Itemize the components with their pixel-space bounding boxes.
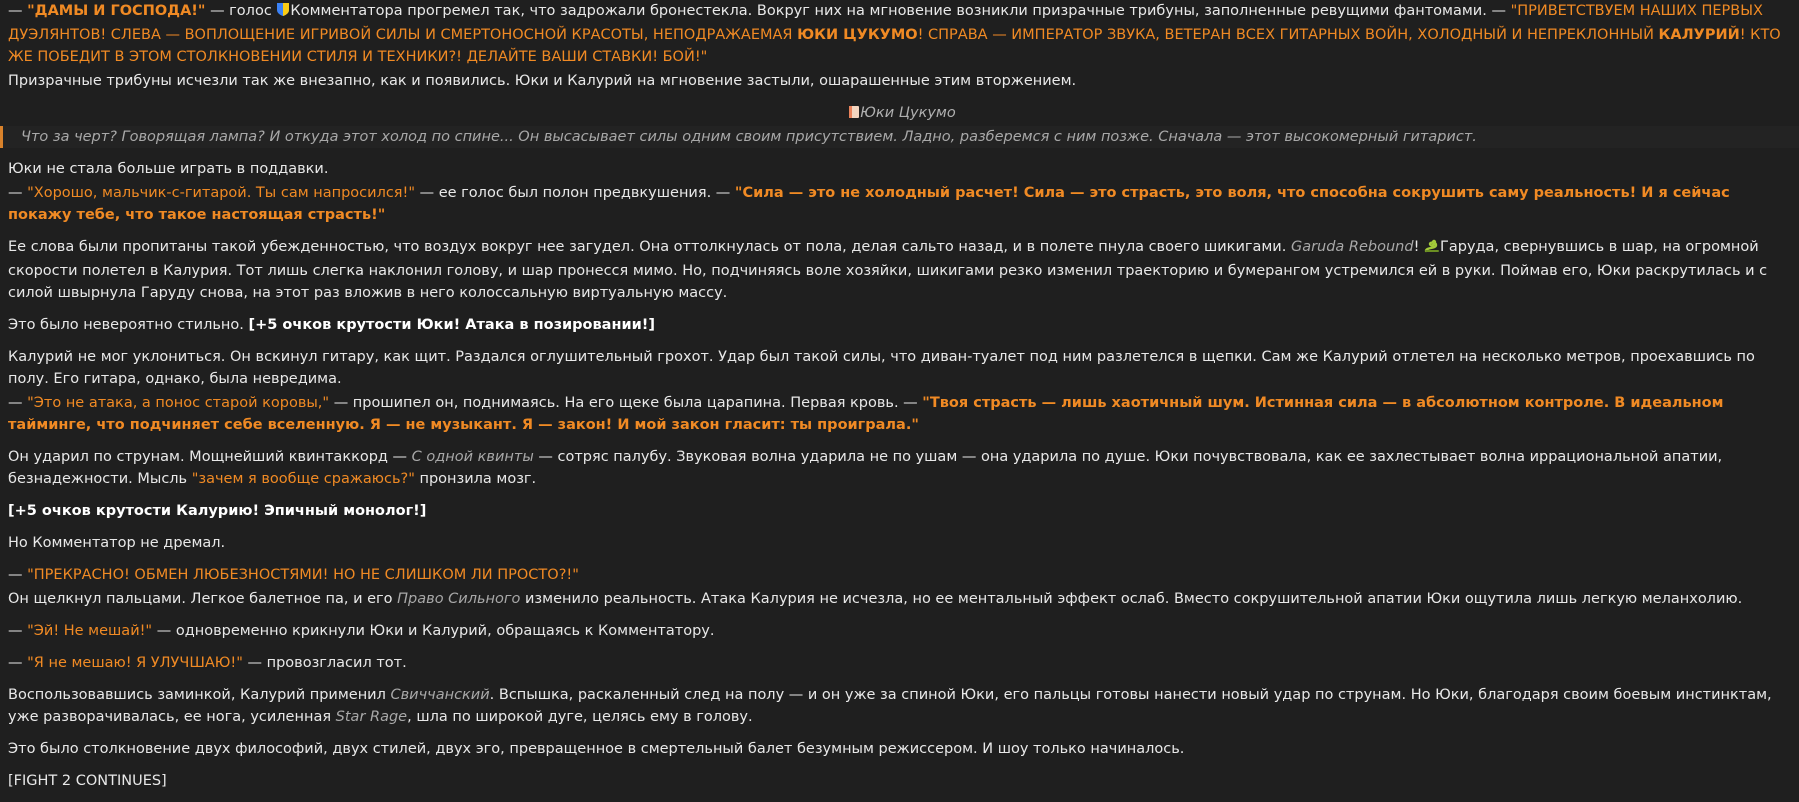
yuki-quote: "Хорошо, мальчик-с-гитарой. Ты сам напросился!" [27,185,416,201]
announcer-speech: "ПРИВЕТСТВУЕМ НАШИХ ПЕРВЫХ ДУЭЛЯНТОВ! СЛЕВА — ВОПЛОЩЕНИЕ ИГРИВОЙ СИЛЫ И СМЕРТОНОСНОЙ КРАСОТЫ, НЕПОДРАЖАЕМАЯ [8,3,1763,43]
narration: Комментатора прогремел так, что задрожали бронестекла. Вокруг них на мгновение возникли призрачные трибуны, заполненные ревущими фантомами. — [290,3,1511,19]
skill-name: Star Rage [335,709,408,725]
narration: — ее голос был полон предвкушения. — [415,185,735,201]
skill-name: Право Сильного [397,591,521,607]
bonus-badge: [+5 очков крутости Калурию! Эпичный монолог!] [8,503,427,519]
thought-quote-inline: "зачем я вообще сражаюсь?" [191,471,415,487]
paragraph-yuki-speech [8,182,1796,226]
paragraph-improve [8,652,1796,674]
skill-name: Garuda Rebound [1290,239,1414,255]
narration: ! [1413,239,1425,255]
paragraph-announcer [8,0,1796,68]
narration: . Вспышка, раскаленный след на полу — и он уже за спиной Юки, его пальцы готовы нанести новый удар по струнам. Но Юки, благодаря своим боевым инстинктам, уже разворачивалась, ее нога, усиленная [8,687,1772,725]
narration: — провозгласил тот. [242,655,407,671]
paragraph-kaluriy-speech [8,392,1796,436]
paragraph-garuda [8,236,1796,304]
paragraph: Юки не стала больше играть в поддавки. [8,161,329,177]
narration: — голос [205,3,277,19]
announcer-speech: ! СПРАВА — ИМПЕРАТОР ЗВУКА, ВЕТЕРАН ВСЕХ ГИТАРНЫХ ВОЙН, ХОЛОДНЫЙ И НЕПРЕКЛОННЫЙ [917,27,1659,43]
fight-status: [FIGHT 2 CONTINUES] [8,773,167,789]
narration: изменило реальность. Атака Калурия не исчезла, но ее ментальный эффект ослаб. Вместо сокрушительной апатии Юки ощутила лишь легкую меланхолию. [520,591,1743,607]
yuki-quote: "Сила — это не холодный расчет! Сила — это страсть, это воля, что способна сокрушить саму реальность! И я сейчас покажу тебе, что такое настоящая страсть!" [8,185,1730,223]
narration: — сотряс палубу. Звуковая волна ударила не по ушам — она ударила по душе. Юки почувствовала, как ее захлестывает волна иррациональной апатии, безнадежности. Мысль [8,449,1723,487]
paragraph-bonus [8,314,1796,336]
paragraph: Это было столкновение двух философий, двух стилей, двух эго, превращенное в смертельный балет безумным режиссером. И шоу только начиналось. [8,741,1185,757]
thought-quote: Что за черт? Говорящая лампа? И откуда этот холод по спине... Он высасывает силы одним своим присутствием. Ладно, разберемся с ним позже. Сначала — этот высокомерный гитарист. [0,126,1799,148]
snake-icon [1424,238,1440,260]
narration: Он щелкнул пальцами. Легкое балетное па, и его [8,591,398,607]
paragraph-switch [8,684,1796,728]
kaluriy-quote: "Твоя страсть — лишь хаотичный шум. Истинная сила — в абсолютном контроле. В идеальном тайминге, что подчиняет себе вселенную. Я — не музыкант. Я — закон! И мой закон гласит: ты проиграла." [8,395,1724,433]
paragraph-announcer-2 [8,564,1796,586]
scroll-icon [848,104,860,126]
dash: — [8,395,28,411]
announcer-speech: "ПРЕКРАСНО! ОБМЕН ЛЮБЕЗНОСТЯМИ! НО НЕ СЛИШКОМ ЛИ ПРОСТО?!" [27,567,579,583]
dash: — [8,3,28,19]
kaluriy-quote: "Это не атака, а понос старой коровы," [27,395,330,411]
narration: Воспользовавшись заминкой, Калурий применил [8,687,391,703]
dash: — [8,567,28,583]
narration: Ее слова были пропитаны такой убежденностью, что воздух вокруг нее загудел. Она оттолкнулась от пола, делая сальто назад, и в полете пнула своего шикигами. [8,239,1291,255]
speaker-name: Юки Цукумо [860,105,956,121]
announcer-speech: "Я не мешаю! Я УЛУЧШАЮ!" [27,655,243,671]
dash: — [8,623,28,639]
paragraph-chord [8,446,1796,490]
narration: — одновременно крикнули Юки и Калурий, обращаясь к Комментатору. [152,623,715,639]
bonus-badge: [+5 очков крутости Юки! Атака в позировании!] [248,317,656,333]
badge-icon [276,2,290,24]
paragraph-dont-interfere [8,620,1796,642]
announcer-speech: ! КТО ЖЕ ПОБЕДИТ В ЭТОМ СТОЛКНОВЕНИИ СТИЛЯ И ТЕХНИКИ?! ДЕЛАЙТЕ ВАШИ СТАВКИ! БОЙ!" [8,27,1781,65]
dash: — [8,655,28,671]
narration: пронзила мозг. [414,471,537,487]
skill-name: С одной квинты [411,449,534,465]
announcer-name-kaluriy: КАЛУРИЙ [1658,27,1740,43]
paragraph: Калурий не мог уклониться. Он вскинул гитару, как щит. Раздался оглушительный грохот. Удар был такой силы, что диван-туалет под ним разлетелся в щепки. Сам же Калурий отлетел на несколько метров, проехавшись по полу. Его гитара, однако, была невредима. [8,349,1755,387]
announcer-name-yuki: ЮКИ ЦУКУМО [797,27,918,43]
speaker-label [8,102,1796,124]
narration: , шла по широкой дуге, целясь ему в голову. [407,709,753,725]
shout-quote: "Эй! Не мешай!" [27,623,153,639]
skill-name: Свиччанский [390,687,490,703]
paragraph: Но Комментатор не дремал. [8,535,226,551]
narration: Он ударил по струнам. Мощнейший квинтаккорд — [8,449,412,465]
narration: Это было невероятно стильно. [8,317,249,333]
narration: Гаруда, свернувшись в шар, на огромной скорости полетел в Калурия. Тот лишь слегка наклонил голову, и шар пронесся мимо. Но, подчиняясь воле хозяйки, шикигами резко изменил траекторию и бумерангом устремился ей в руки. Поймав его, Юки раскрутилась и с силой швырнула Гаруду снова, на этот раз вложив в него колоссальную виртуальную массу. [8,239,1768,301]
narration: — прошипел он, поднимаясь. На его щеке была царапина. Первая кровь. — [329,395,923,411]
paragraph-right-of-strong [8,588,1796,610]
paragraph: Призрачные трибуны исчезли так же внезапно, как и появились. Юки и Калурий на мгновение застыли, ошарашенные этим вторжением. [8,73,1077,89]
story-content [8,0,1796,802]
dash: — [8,185,28,201]
announcer-greeting: "ДАМЫ И ГОСПОДА!" [27,3,206,19]
